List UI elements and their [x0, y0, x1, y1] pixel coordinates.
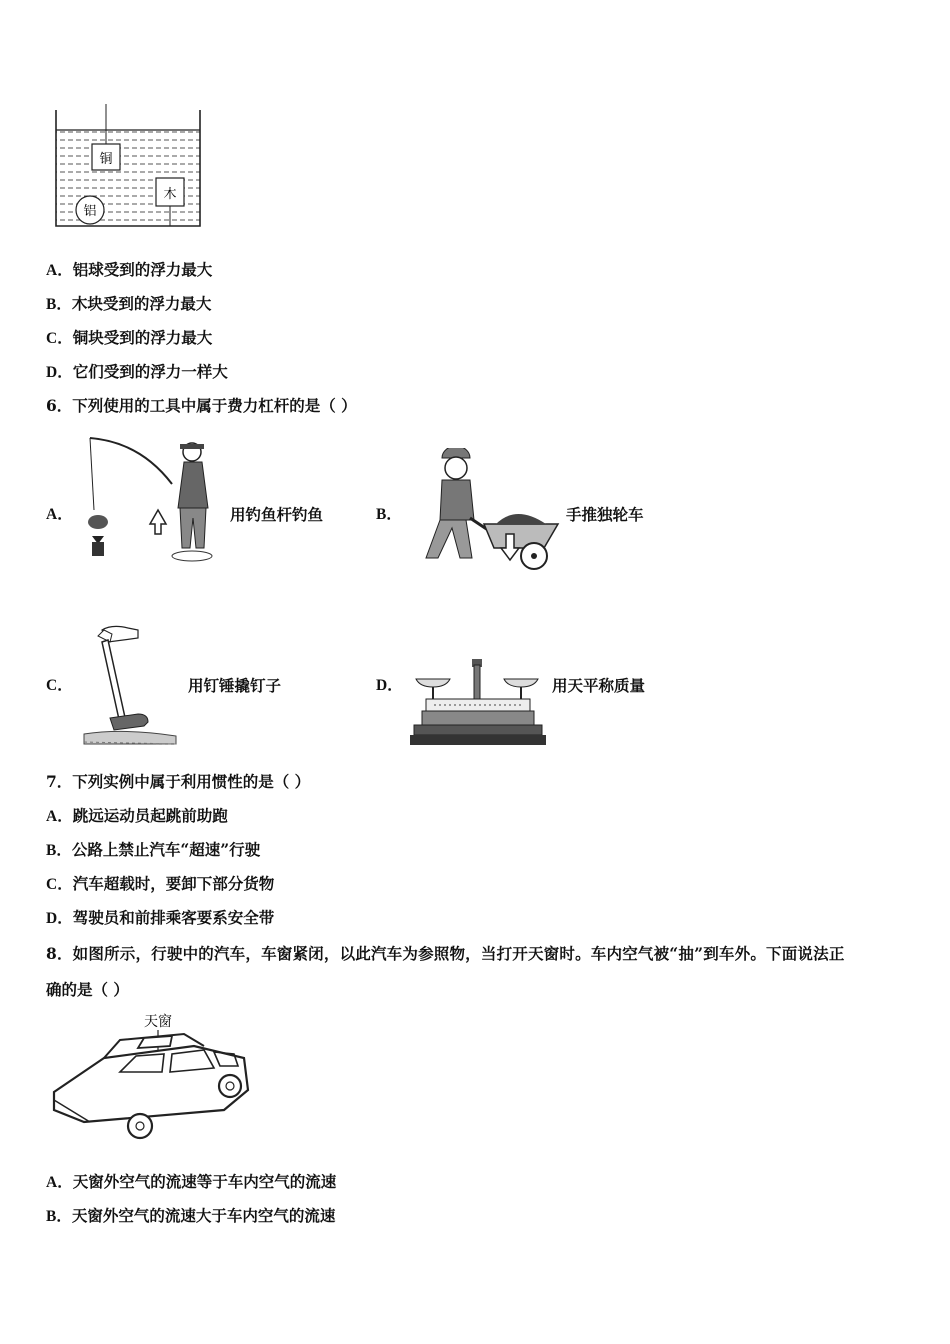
wheelbarrow-icon	[412, 448, 560, 574]
q8-stem-line1: 8．如图所示，行驶中的汽车，车窗紧闭，以此汽车为参照物，当打开天窗时。车内空气被“抽”到车外。下面说法正	[46, 944, 845, 963]
q6-option-b-text: 手推独轮车	[566, 505, 644, 524]
claw-hammer-icon	[80, 618, 180, 750]
q6-option-d-letter: D．	[376, 677, 403, 694]
sunroof-label: 天窗	[144, 1014, 172, 1030]
q8-option-b: B．天窗外空气的流速大于车内空气的流速	[46, 1206, 336, 1225]
q7-option-b: B．公路上禁止汽车“超速”行驶	[46, 840, 261, 859]
copper-label: 铜	[99, 152, 113, 167]
aluminum-label: 铝	[83, 204, 97, 219]
q6-option-a-text: 用钓鱼杆钓鱼	[230, 505, 324, 524]
q8-stem-line2: 确的是（ ）	[46, 980, 129, 999]
q5-option-c: C．铜块受到的浮力最大	[46, 328, 213, 347]
q6-option-a-letter: A．	[46, 506, 73, 523]
q5-option-d: D．它们受到的浮力一样大	[46, 362, 228, 381]
q5-option-a: A．铝球受到的浮力最大	[46, 260, 213, 279]
q5-option-b: B．木块受到的浮力最大	[46, 294, 212, 313]
q6-stem: 6．下列使用的工具中属于费力杠杆的是（ ）	[46, 396, 357, 415]
q6-option-c-letter: C．	[46, 677, 73, 694]
q7-option-c: C．汽车超载时，要卸下部分货物	[46, 874, 275, 893]
car-sunroof-figure	[44, 1010, 256, 1142]
fishing-rod-icon	[80, 432, 220, 567]
balance-scale-icon	[410, 655, 546, 750]
q6-option-b-letter: B．	[376, 506, 402, 523]
q7-stem: 7．下列实例中属于利用惯性的是（ ）	[46, 772, 311, 791]
q7-option-d: D．驾驶员和前排乘客要系安全带	[46, 908, 275, 927]
q6-option-d-text: 用天平称质量	[552, 676, 646, 695]
buoyancy-tank-figure	[52, 104, 204, 230]
q8-option-a: A．天窗外空气的流速等于车内空气的流速	[46, 1172, 337, 1191]
q6-option-c-text: 用钉锤撬钉子	[188, 676, 282, 695]
q7-option-a: A．跳远运动员起跳前助跑	[46, 806, 228, 825]
wood-label: 木	[163, 187, 177, 202]
